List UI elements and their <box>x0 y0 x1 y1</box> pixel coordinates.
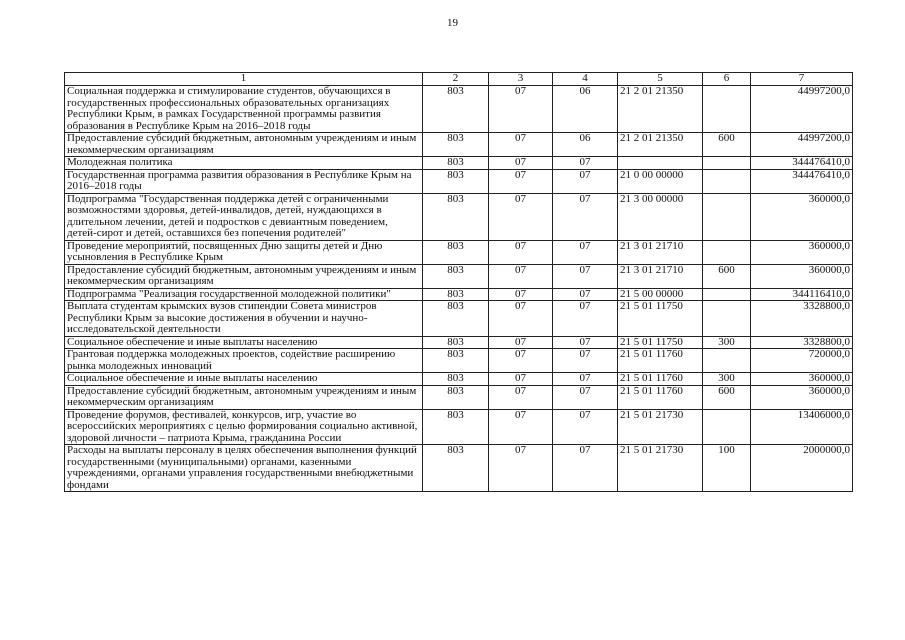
row-name: Выплата студентам крымских вузов стипендии Совета министров Республики Крым за высокие достижения в обучении и научно-исследовательской деятельности <box>65 301 423 337</box>
row-vr <box>703 157 751 170</box>
row-vr: 600 <box>703 133 751 157</box>
row-pr: 07 <box>553 157 618 170</box>
table-row <box>65 193 853 240</box>
row-sum: 360000,0 <box>751 240 853 264</box>
row-pr: 07 <box>553 409 618 445</box>
row-name: Государственная программа развития образования в Республике Крым на 2016–2018 годы <box>65 169 423 193</box>
table-row <box>65 336 853 349</box>
header-col-2: 2 <box>423 73 489 86</box>
row-csr: 21 3 01 21710 <box>618 240 703 264</box>
row-rz: 07 <box>489 385 553 409</box>
row-sum: 44997200,0 <box>751 86 853 133</box>
row-name: Грантовая поддержка молодежных проектов, содействие расширению рынка молодежных инноваций <box>65 349 423 373</box>
row-rz: 07 <box>489 445 553 492</box>
row-name: Проведение мероприятий, посвященных Дню защиты детей и Дню усыновления в Республике Крым <box>65 240 423 264</box>
row-pr: 06 <box>553 133 618 157</box>
header-row <box>65 73 853 86</box>
row-rz: 07 <box>489 193 553 240</box>
row-rz: 07 <box>489 349 553 373</box>
row-rz: 07 <box>489 169 553 193</box>
row-pr: 07 <box>553 373 618 386</box>
row-name: Молодежная политика <box>65 157 423 170</box>
row-rz: 07 <box>489 133 553 157</box>
row-sum: 344476410,0 <box>751 157 853 170</box>
header-col-4: 4 <box>553 73 618 86</box>
row-sum: 2000000,0 <box>751 445 853 492</box>
row-vr: 600 <box>703 385 751 409</box>
table-row <box>65 133 853 157</box>
row-pr: 07 <box>553 349 618 373</box>
row-vr: 600 <box>703 264 751 288</box>
table-row <box>65 445 853 492</box>
row-rz: 07 <box>489 157 553 170</box>
row-sum: 360000,0 <box>751 193 853 240</box>
table-row <box>65 157 853 170</box>
table-row <box>65 169 853 193</box>
row-vr <box>703 301 751 337</box>
row-rz: 07 <box>489 86 553 133</box>
row-sum: 720000,0 <box>751 349 853 373</box>
table-row <box>65 409 853 445</box>
row-csr: 21 5 01 11760 <box>618 385 703 409</box>
row-csr: 21 0 00 00000 <box>618 169 703 193</box>
row-ved: 803 <box>423 240 489 264</box>
row-csr: 21 2 01 21350 <box>618 86 703 133</box>
row-csr: 21 5 01 11750 <box>618 301 703 337</box>
row-csr: 21 5 00 00000 <box>618 288 703 301</box>
row-pr: 06 <box>553 86 618 133</box>
row-name: Подпрограмма "Государственная поддержка детей с ограниченными возможностями здоровья, детей-инвалидов, детей, нуждающихся в длительном лечении, детей и подростков с девиантным поведением, детей-сирот и детей, оставшихся без попечения родителей" <box>65 193 423 240</box>
row-sum: 344476410,0 <box>751 169 853 193</box>
row-pr: 07 <box>553 169 618 193</box>
row-name: Социальное обеспечение и иные выплаты населению <box>65 373 423 386</box>
row-pr: 07 <box>553 385 618 409</box>
row-rz: 07 <box>489 240 553 264</box>
header-col-7: 7 <box>751 73 853 86</box>
row-ved: 803 <box>423 193 489 240</box>
row-vr <box>703 349 751 373</box>
row-sum: 13406000,0 <box>751 409 853 445</box>
row-pr: 07 <box>553 193 618 240</box>
table-row <box>65 288 853 301</box>
row-csr: 21 3 00 00000 <box>618 193 703 240</box>
row-ved: 803 <box>423 373 489 386</box>
row-vr: 300 <box>703 336 751 349</box>
row-name: Расходы на выплаты персоналу в целях обеспечения выполнения функций государственными (муниципальными) органами, казенными учреждениями, органами управления государственными внебюджетными фондами <box>65 445 423 492</box>
row-ved: 803 <box>423 409 489 445</box>
row-csr: 21 5 01 11760 <box>618 373 703 386</box>
row-pr: 07 <box>553 264 618 288</box>
page-number: 19 <box>447 17 458 29</box>
row-csr: 21 5 01 21730 <box>618 445 703 492</box>
table-row <box>65 373 853 386</box>
row-pr: 07 <box>553 240 618 264</box>
row-vr <box>703 409 751 445</box>
row-ved: 803 <box>423 288 489 301</box>
row-ved: 803 <box>423 349 489 373</box>
row-name: Предоставление субсидий бюджетным, автономным учреждениям и иным некоммерческим организациям <box>65 133 423 157</box>
row-vr <box>703 240 751 264</box>
row-csr: 21 5 01 11760 <box>618 349 703 373</box>
row-name: Предоставление субсидий бюджетным, автономным учреждениям и иным некоммерческим организациям <box>65 385 423 409</box>
row-vr: 100 <box>703 445 751 492</box>
row-vr <box>703 193 751 240</box>
table-row <box>65 86 853 133</box>
row-sum: 360000,0 <box>751 373 853 386</box>
row-sum: 344116410,0 <box>751 288 853 301</box>
header-col-1: 1 <box>65 73 423 86</box>
row-vr <box>703 86 751 133</box>
header-col-5: 5 <box>618 73 703 86</box>
row-vr <box>703 169 751 193</box>
row-ved: 803 <box>423 133 489 157</box>
row-sum: 3328800,0 <box>751 301 853 337</box>
table-row <box>65 301 853 337</box>
row-rz: 07 <box>489 373 553 386</box>
row-sum: 3328800,0 <box>751 336 853 349</box>
row-rz: 07 <box>489 288 553 301</box>
row-pr: 07 <box>553 445 618 492</box>
row-rz: 07 <box>489 336 553 349</box>
row-vr <box>703 288 751 301</box>
table-row <box>65 349 853 373</box>
row-ved: 803 <box>423 157 489 170</box>
row-ved: 803 <box>423 169 489 193</box>
table-row <box>65 264 853 288</box>
row-rz: 07 <box>489 301 553 337</box>
row-ved: 803 <box>423 385 489 409</box>
row-csr <box>618 157 703 170</box>
row-ved: 803 <box>423 264 489 288</box>
row-csr: 21 5 01 11750 <box>618 336 703 349</box>
row-ved: 803 <box>423 336 489 349</box>
table-row <box>65 385 853 409</box>
row-name: Социальное обеспечение и иные выплаты населению <box>65 336 423 349</box>
table-row <box>65 240 853 264</box>
row-ved: 803 <box>423 301 489 337</box>
row-vr: 300 <box>703 373 751 386</box>
row-pr: 07 <box>553 336 618 349</box>
header-col-3: 3 <box>489 73 553 86</box>
row-name: Социальная поддержка и стимулирование студентов, обучающихся в государственных профессиональных образовательных организациях Республики Крым, в рамках Государственной программы развития образования в Республике Крым на 2016–2018 годы <box>65 86 423 133</box>
row-sum: 44997200,0 <box>751 133 853 157</box>
row-sum: 360000,0 <box>751 264 853 288</box>
row-csr: 21 2 01 21350 <box>618 133 703 157</box>
row-rz: 07 <box>489 264 553 288</box>
row-csr: 21 5 01 21730 <box>618 409 703 445</box>
row-rz: 07 <box>489 409 553 445</box>
row-name: Предоставление субсидий бюджетным, автономным учреждениям и иным некоммерческим организациям <box>65 264 423 288</box>
budget-table <box>64 72 853 492</box>
row-pr: 07 <box>553 288 618 301</box>
row-sum: 360000,0 <box>751 385 853 409</box>
row-csr: 21 3 01 21710 <box>618 264 703 288</box>
row-name: Проведение форумов, фестивалей, конкурсов, игр, участие во всероссийских мероприятиях с целью формирования социально активной, здоровой личности – патриота Крыма, гражданина России <box>65 409 423 445</box>
row-ved: 803 <box>423 445 489 492</box>
row-name: Подпрограмма "Реализация государственной молодежной политики" <box>65 288 423 301</box>
row-pr: 07 <box>553 301 618 337</box>
header-col-6: 6 <box>703 73 751 86</box>
row-ved: 803 <box>423 86 489 133</box>
